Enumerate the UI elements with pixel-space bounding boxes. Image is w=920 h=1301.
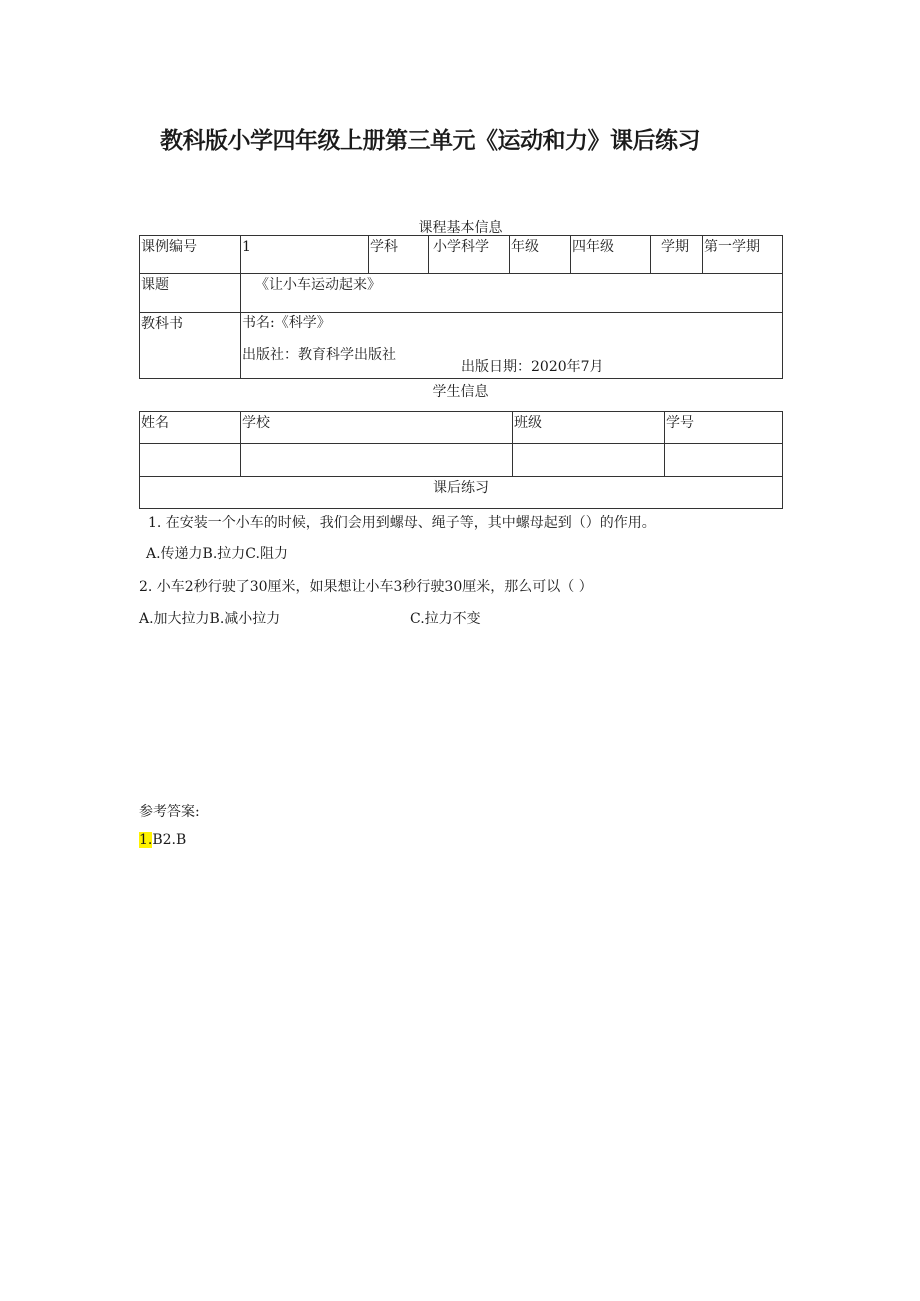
term-label: 学期 (651, 236, 703, 274)
publication-date: 出版日期：2020年7月 (461, 359, 604, 375)
question-2: 2. 小车2秒行驶了30厘米，如果想让小车3秒行驶30厘米，那么可以（ ） (139, 579, 593, 595)
name-cell (140, 444, 241, 477)
question-1-options: A.传递力B.拉力C.阻力 (146, 546, 288, 562)
answer-label: 参考答案: (139, 804, 200, 820)
term-value: 第一学期 (703, 236, 783, 274)
textbook-label: 教科书 (140, 313, 241, 379)
name-header: 姓名 (140, 412, 241, 444)
grade-label: 年级 (510, 236, 571, 274)
student-number-header: 学号 (665, 412, 783, 444)
course-info-table (139, 235, 783, 379)
answer-key-rest: B2.B (152, 832, 187, 848)
student-info-caption: 学生信息 (432, 384, 489, 400)
textbook-details (241, 313, 783, 379)
exercise-header: 课后练习 (140, 477, 783, 509)
publisher: 出版社：教育科学出版社 (242, 347, 396, 363)
grade-value: 四年级 (571, 236, 651, 274)
class-header: 班级 (513, 412, 665, 444)
class-cell (513, 444, 665, 477)
school-header: 学校 (241, 412, 513, 444)
student-number-cell (665, 444, 783, 477)
topic-value: 《让小车运动起来》 (241, 274, 783, 313)
document-title: 教科版小学四年级上册第三单元《运动和力》课后练习 (160, 128, 700, 154)
subject-label: 学科 (369, 236, 429, 274)
question-2-option-c: C.拉力不变 (410, 611, 481, 627)
subject-value: 小学科学 (429, 236, 510, 274)
answer-key (139, 832, 186, 848)
student-info-table (139, 411, 783, 509)
lesson-id-value: 1 (241, 236, 369, 274)
topic-label: 课题 (140, 274, 241, 313)
question-2-options-ab: A.加大拉力B.减小拉力 (139, 611, 281, 627)
answer-key-highlight: 1. (139, 832, 153, 848)
question-1: 1. 在安装一个小车的时候，我们会用到螺母、绳子等，其中螺母起到（）的作用。 (148, 515, 656, 531)
course-info-caption: 课程基本信息 (418, 220, 503, 236)
lesson-id-label: 课例编号 (140, 236, 241, 274)
book-name: 书名:《科学》 (242, 315, 331, 331)
school-cell (241, 444, 513, 477)
